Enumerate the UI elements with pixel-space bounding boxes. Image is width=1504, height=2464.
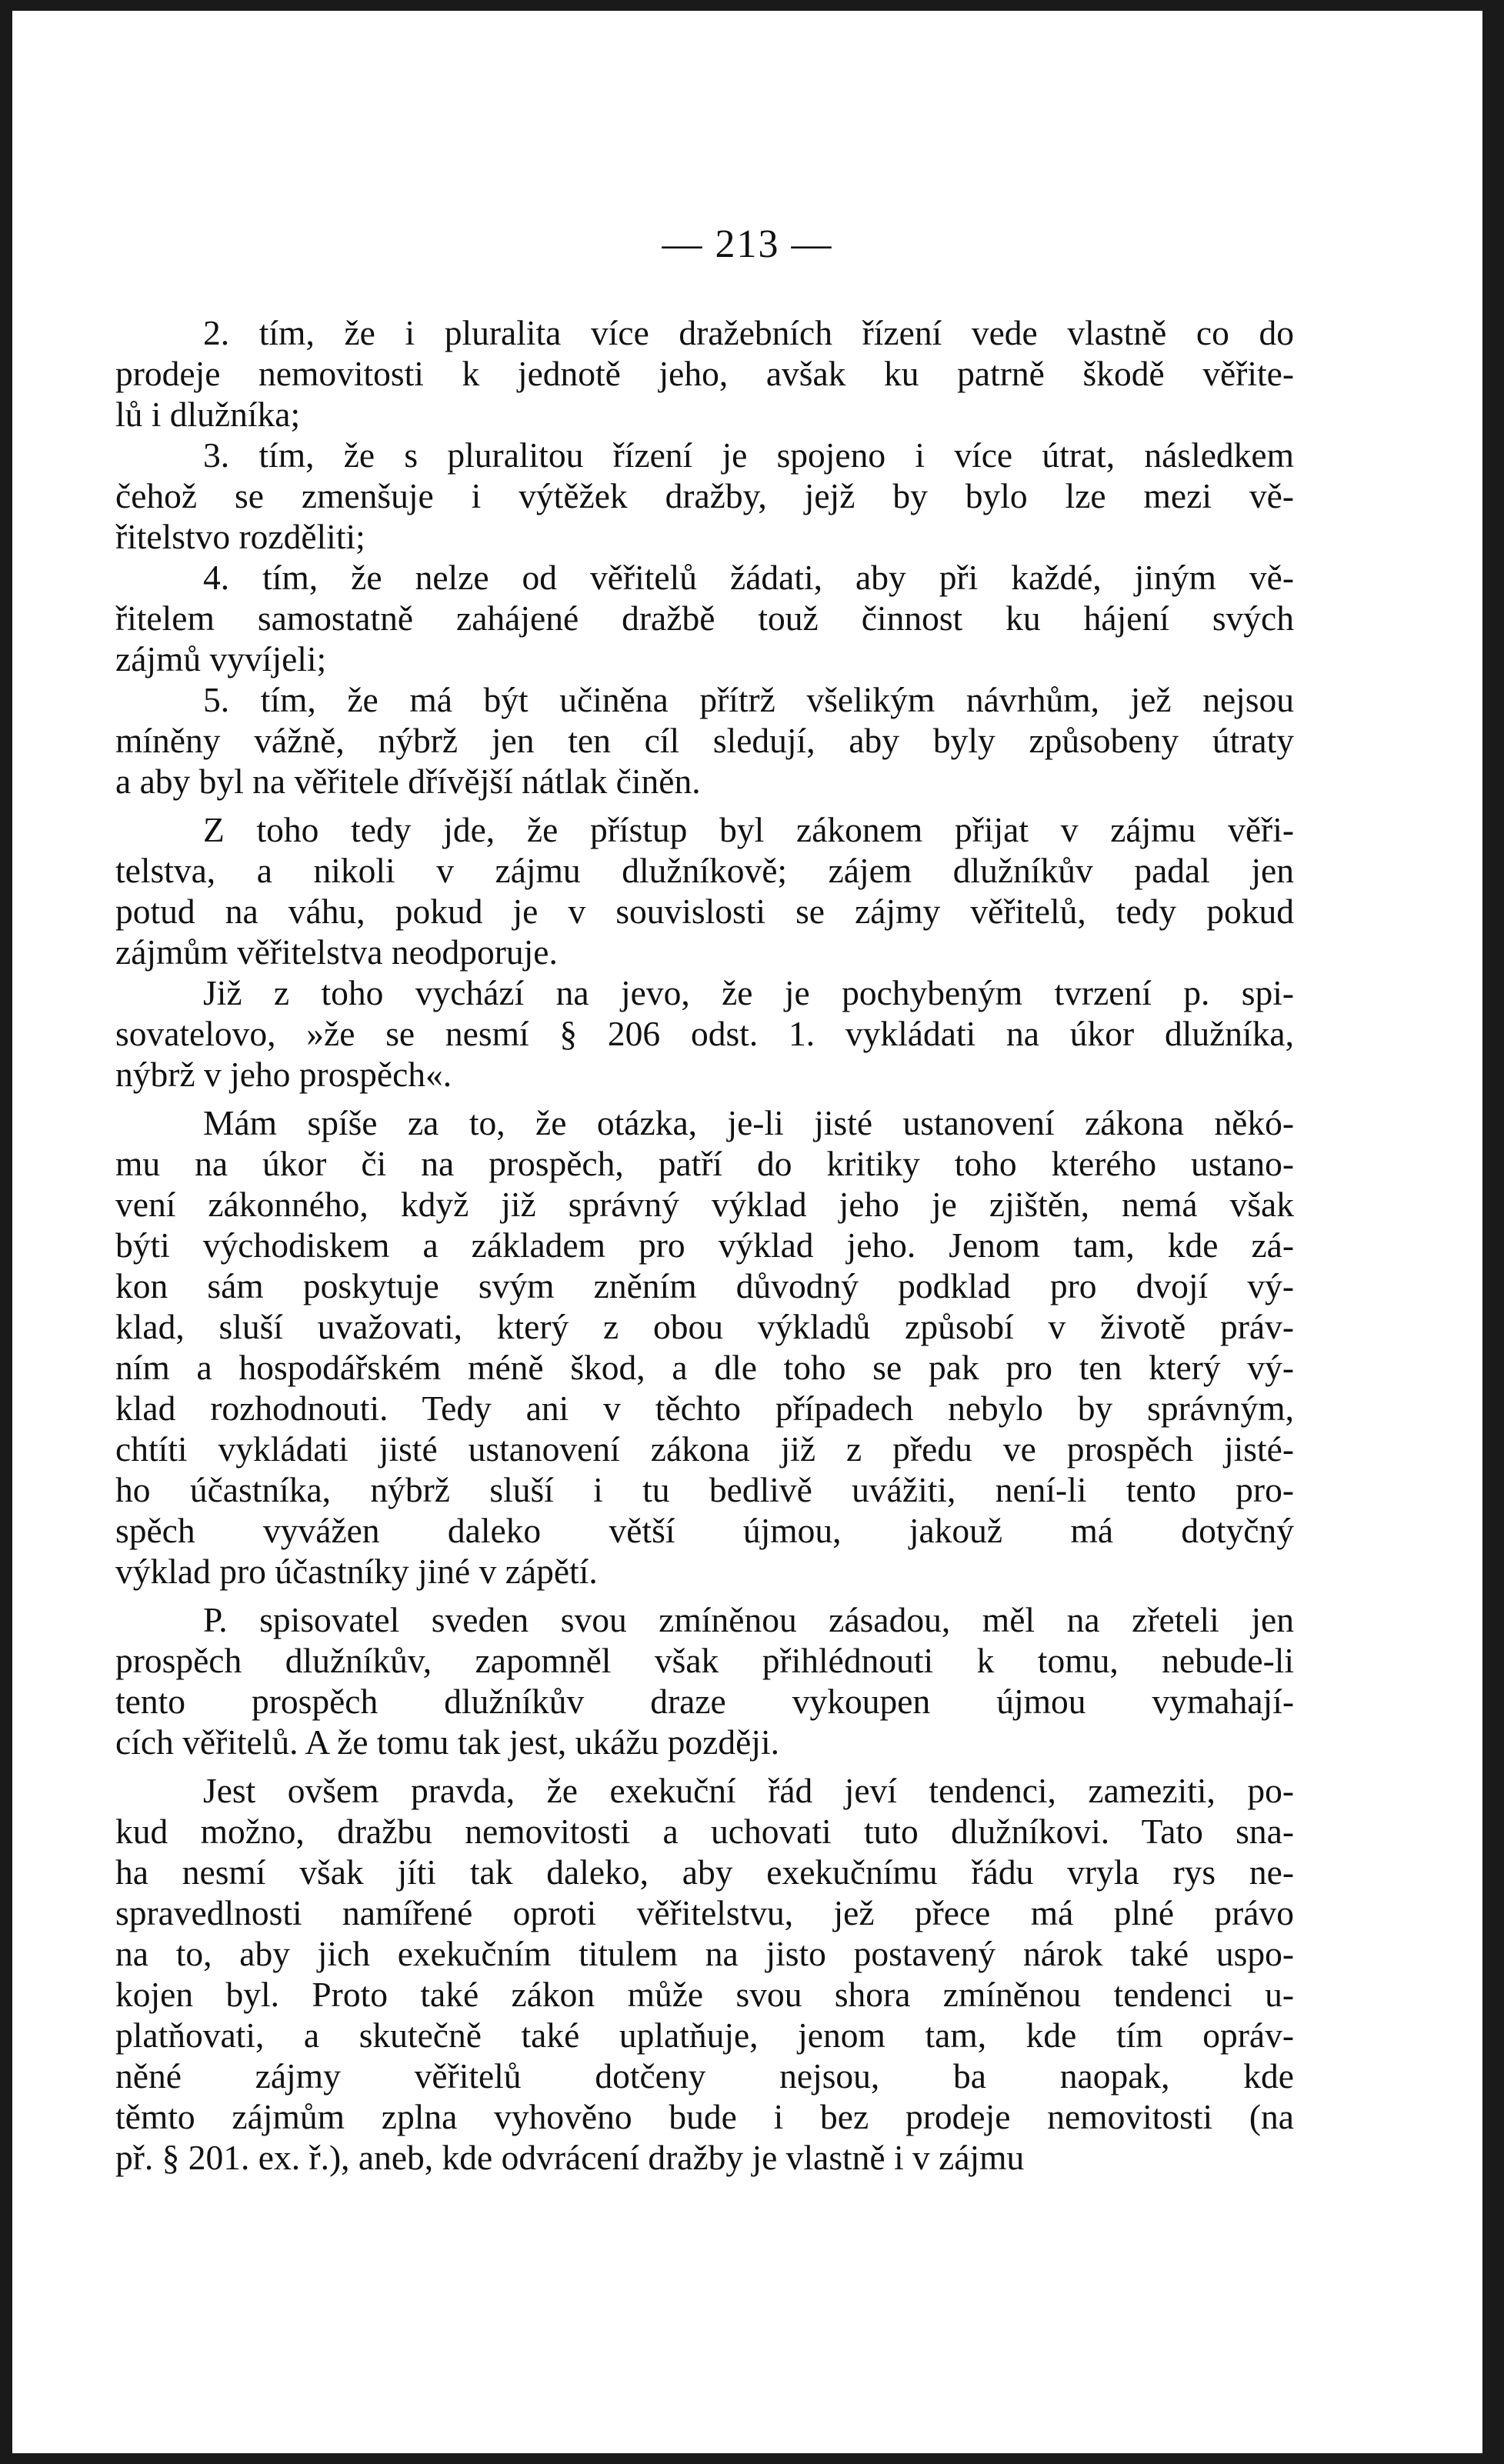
- text-line: 3. tím, že s pluralitou řízení je spojeno i více útrat, následkem: [203, 435, 1294, 475]
- text-line: něné zájmy věřitelů dotčeny nejsou, ba naopak, kde: [115, 2056, 1294, 2096]
- text-line: kojen byl. Proto také zákon může svou shora zmíněnou tendenci u-: [115, 1975, 1294, 2014]
- text-line: Mám spíše za to, že otázka, je-li jisté ustanovení zákona někó-: [203, 1103, 1294, 1142]
- text-line: řitelstvo rozděliti;: [115, 517, 365, 556]
- text-line: ním a hospodářském méně škod, a dle toho se pak pro ten který vý-: [115, 1348, 1294, 1387]
- text-line: prodeje nemovitosti k jednotě jeho, avšak ku patrně škodě věřite-: [115, 354, 1294, 393]
- paragraph-p3: [115, 557, 1294, 679]
- text-line: ha nesmí však jíti tak daleko, aby exekučnímu řádu vryla rys ne-: [115, 1852, 1294, 1892]
- text-line: prospěch dlužníkův, zapomněl však přihlédnouti k tomu, nebude-li: [115, 1641, 1294, 1680]
- text-line: tento prospěch dlužníkův draze vykoupen újmou vymahají-: [115, 1682, 1294, 1721]
- text-line: platňovati, a skutečně také uplatňuje, jenom tam, kde tím opráv-: [115, 2016, 1294, 2055]
- paragraph-p6: [115, 972, 1294, 1095]
- paragraph-p4: [115, 679, 1294, 802]
- text-line: lů i dlužníka;: [115, 395, 301, 434]
- text-line: výklad pro účastníky jiné v zápětí.: [115, 1552, 598, 1591]
- text-line: Z toho tedy jde, že přístup byl zákonem přijat v zájmu věři-: [203, 810, 1294, 849]
- paragraph-p5: [115, 809, 1294, 972]
- text-line: cích věřitelů. A že tomu tak jest, ukážu později.: [115, 1722, 779, 1762]
- text-line: spravedlnosti namířené oproti věřitelstvu, jež přece má plné právo: [115, 1893, 1294, 1932]
- text-line: 2. tím, že i pluralita více dražebních řízení vede vlastně co do: [203, 313, 1294, 352]
- text-line: 5. tím, že má být učiněna přítrž všelikým návrhům, jež nejsou: [203, 680, 1294, 719]
- paragraph-p8: [115, 1599, 1294, 1762]
- text-line: Již z toho vychází na jevo, že je pochybeným tvrzení p. spi-: [203, 973, 1294, 1012]
- text-line: sovatelovo, »že se nesmí § 206 odst. 1. vykládati na úkor dlužníka,: [115, 1014, 1294, 1053]
- text-line: telstva, a nikoli v zájmu dlužníkově; zájem dlužníkův padal jen: [115, 851, 1294, 890]
- text-line: těmto zájmům zplna vyhověno bude i bez prodeje nemovitosti (na: [115, 2097, 1294, 2136]
- paragraph-p1: [115, 312, 1294, 435]
- text-line: potud na váhu, pokud je v souvislosti se zájmy věřitelů, tedy pokud: [115, 892, 1294, 931]
- text-line: kon sám poskytuje svým zněním důvodný podklad pro dvojí vý-: [115, 1266, 1294, 1305]
- text-line: zájmům věřitelstva neodporuje.: [115, 932, 558, 972]
- text-line: zájmů vyvíjeli;: [115, 639, 327, 679]
- text-line: Jest ovšem pravda, že exekuční řád jeví tendenci, zameziti, po-: [203, 1771, 1294, 1810]
- text-line: klad, sluší uvažovati, který z obou výkladů způsobí v životě práv-: [115, 1307, 1294, 1346]
- text-line: spěch vyvážen daleko větší újmou, jakouž má dotyčný: [115, 1511, 1294, 1550]
- paragraph-p7: [115, 1102, 1294, 1592]
- text-line: býti východiskem a základem pro výklad jeho. Jenom tam, kde zá-: [115, 1225, 1294, 1265]
- text-line: řitelem samostatně zahájené dražbě touž činnost ku hájení svých: [115, 598, 1294, 638]
- text-line: P. spisovatel sveden svou zmíněnou zásadou, měl na zřeteli jen: [203, 1600, 1294, 1639]
- text-line: míněny vážně, nýbrž jen ten cíl sledují, aby byly způsobeny útraty: [115, 721, 1294, 760]
- paragraph-p2: [115, 435, 1294, 557]
- text-line: klad rozhodnouti. Tedy ani v těchto případech nebylo by správným,: [115, 1389, 1294, 1428]
- text-line: na to, aby jich exekučním titulem na jisto postavený nárok také uspo-: [115, 1934, 1294, 1973]
- text-line: vení zákonného, když již správný výklad jeho je zjištěn, nemá však: [115, 1185, 1294, 1224]
- text-line: 4. tím, že nelze od věřitelů žádati, aby při každé, jiným vě-: [203, 558, 1294, 597]
- body-text: [115, 312, 1294, 2178]
- text-line: chtíti vykládati jisté ustanovení zákona již z předu ve prospěch jisté-: [115, 1429, 1294, 1469]
- text-line: nýbrž v jeho prospěch«.: [115, 1055, 452, 1094]
- text-line: čehož se zmenšuje i výtěžek dražby, jejž by bylo lze mezi vě-: [115, 476, 1294, 515]
- page-number: — 213 —: [662, 222, 833, 266]
- text-line: ho účastníka, nýbrž sluší i tu bedlivě uvážiti, není-li tento pro-: [115, 1470, 1294, 1509]
- paragraph-p9: [115, 1770, 1294, 2178]
- text-line: př. § 201. ex. ř.), aneb, kde odvrácení dražby je vlastně i v zájmu: [115, 2138, 1025, 2177]
- book-page: [12, 11, 1482, 2453]
- text-line: mu na úkor či na prospěch, patří do kritiky toho kterého ustano-: [115, 1144, 1294, 1183]
- text-line: a aby byl na věřitele dřívější nátlak činěn.: [115, 762, 701, 801]
- text-line: kud možno, dražbu nemovitosti a uchovati tuto dlužníkovi. Tato sna-: [115, 1812, 1294, 1851]
